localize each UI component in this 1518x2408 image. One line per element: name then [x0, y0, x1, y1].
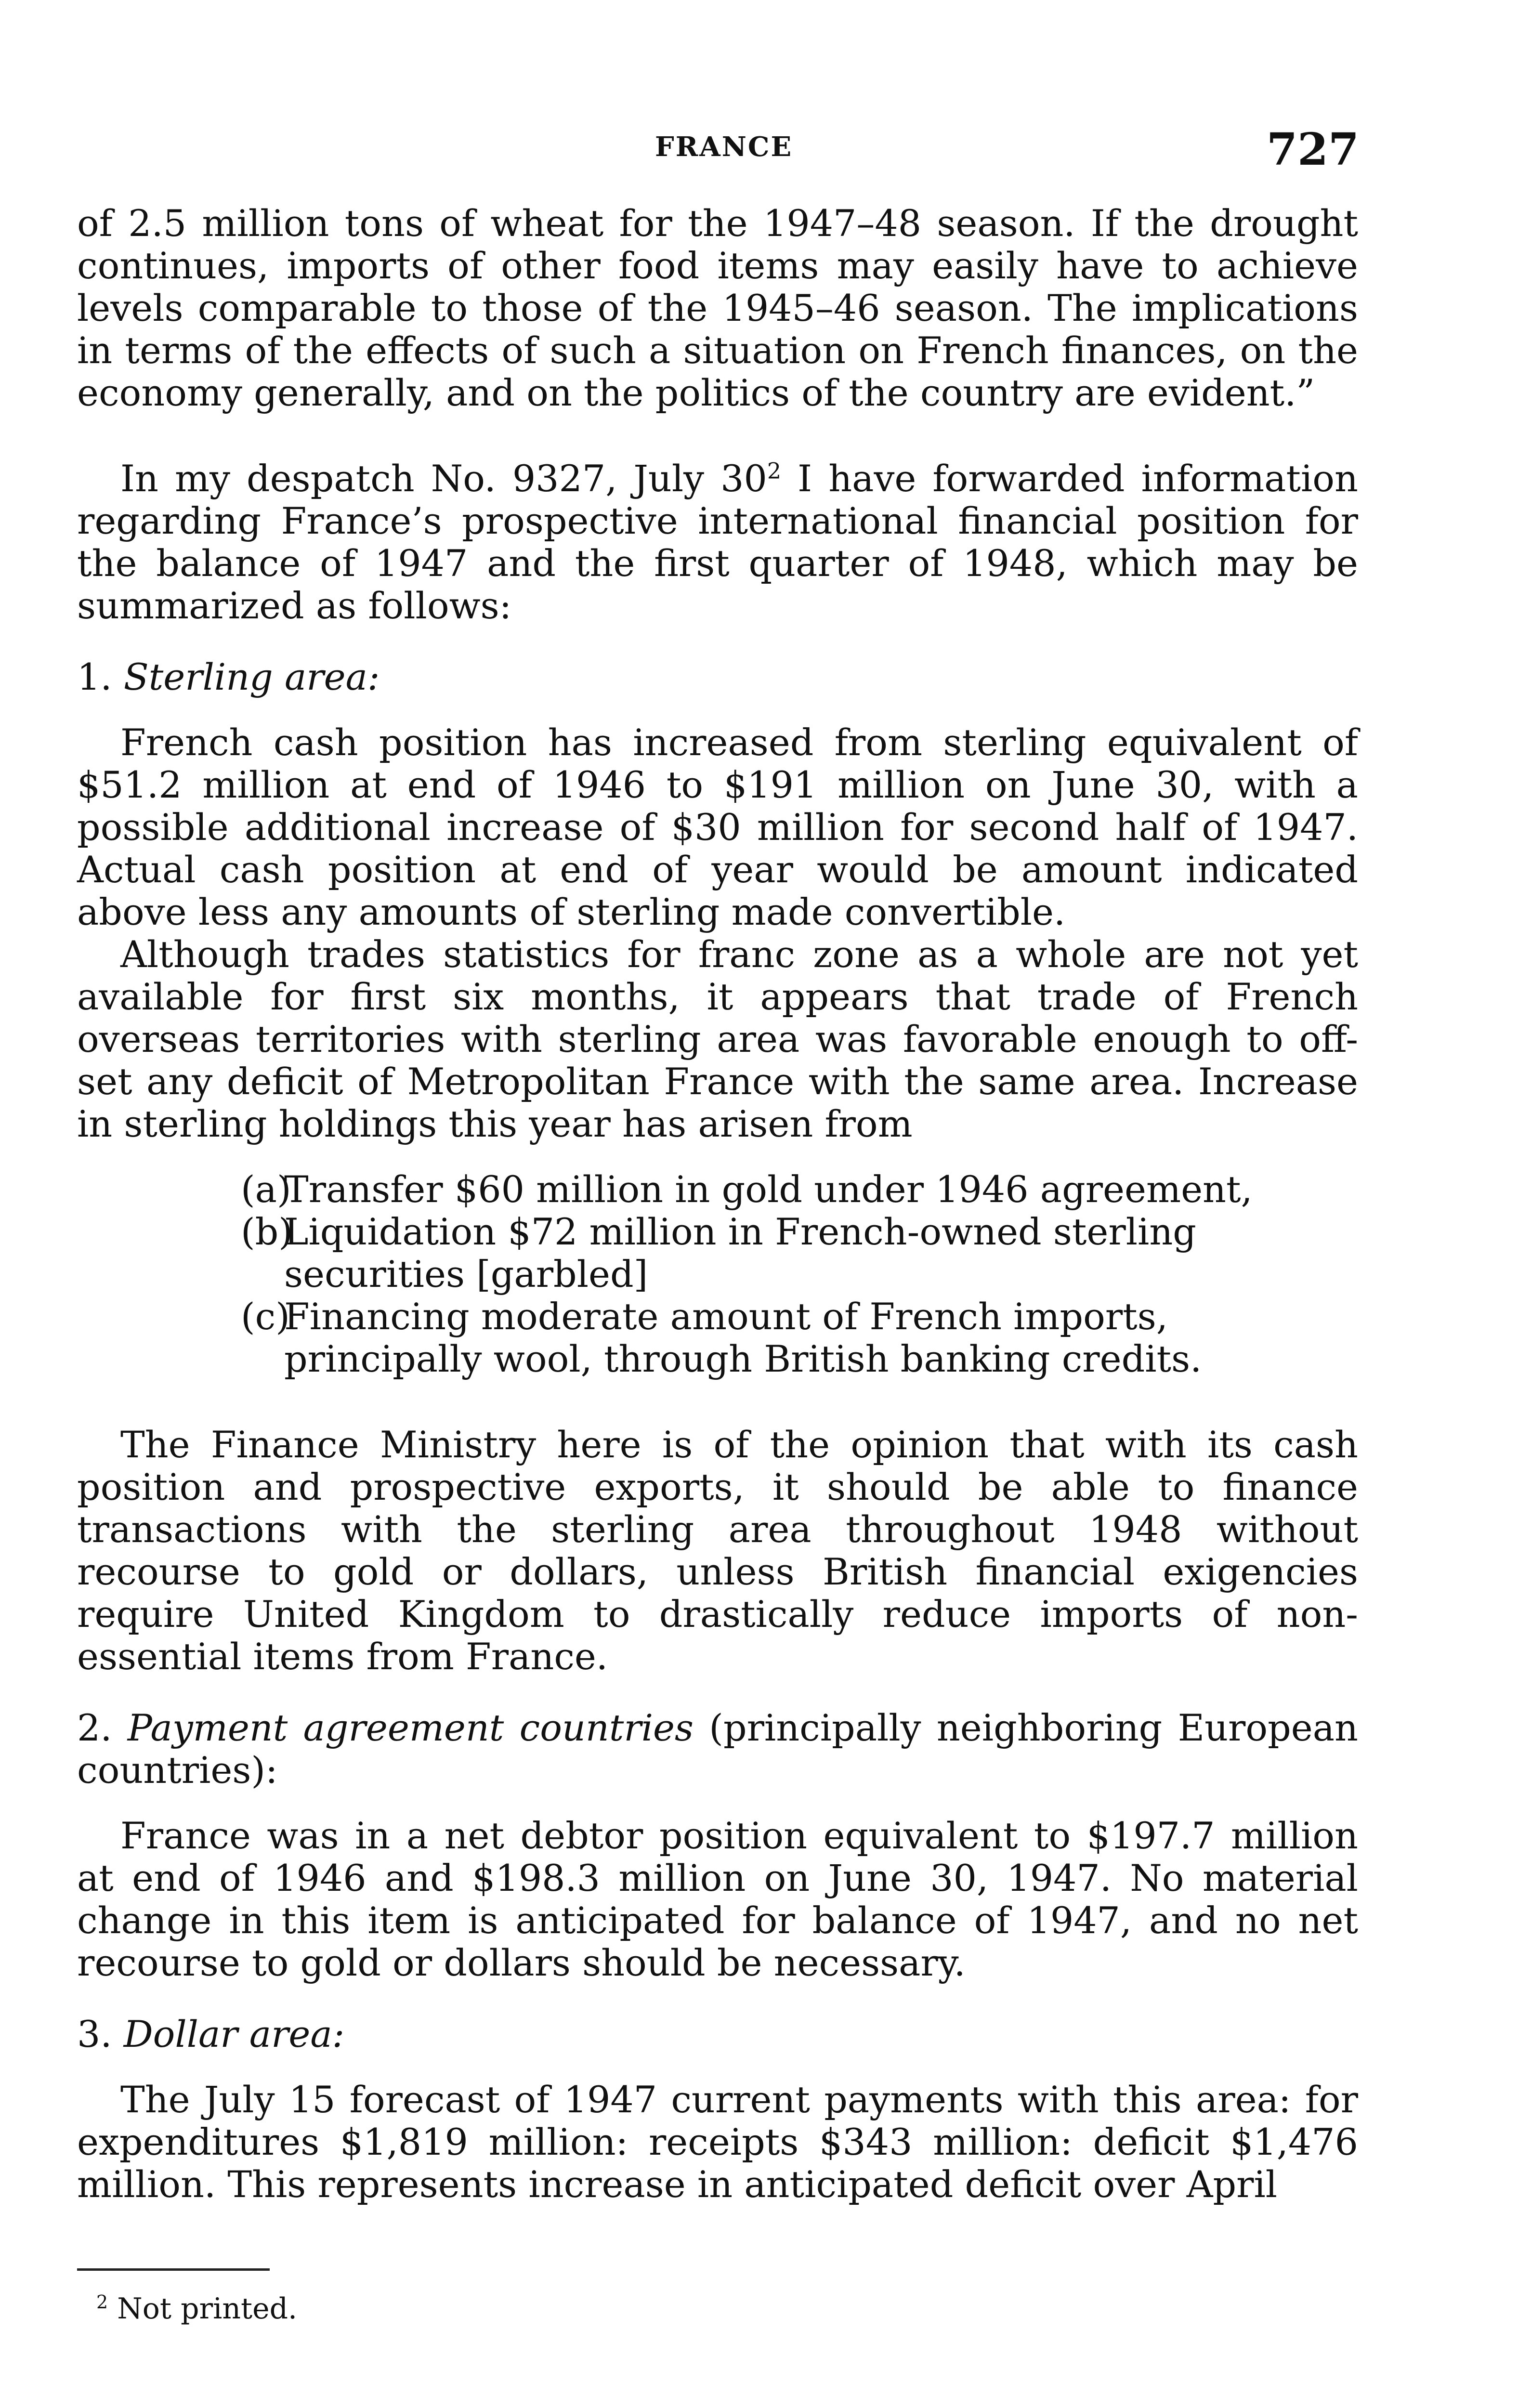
section-title: Sterling area: — [123, 655, 380, 698]
running-title: FRANCE — [655, 131, 793, 163]
section-heading-sterling — [77, 656, 1358, 698]
section-number: 2. — [77, 1706, 112, 1749]
section-title: Payment agreement countries — [127, 1706, 694, 1749]
sterling-sources-list — [77, 1168, 1358, 1380]
section-number: 3. — [77, 2013, 112, 2055]
section-title-rest: (principally neighboring European countries): — [77, 1706, 1358, 1792]
section-heading-payment-agreement — [77, 1707, 1358, 1792]
list-item — [77, 1296, 1358, 1380]
section-number: 1. — [77, 655, 112, 698]
paragraph-dollar-forecast: The July 15 forecast of 1947 current payments with this area: for expenditures $1,819 million: receipts $343 million: deficit $1,476 million. This represents increase in anticipated deficit over April — [77, 2078, 1358, 2206]
footnote-divider — [77, 2268, 270, 2271]
paragraph-debtor-position: France was in a net debtor position equivalent to $197.7 million at end of 1946 and $198.3 million on June 30, 1947. No material change in this item is anticipated for balance of 1947, and no net recourse to gold or dollars should be necessary. — [77, 1814, 1358, 1984]
paragraph-cash-position: French cash position has increased from sterling equivalent of $51.2 million at end of 1946 to $191 million on June 30, with a possible additional increase of $30 million for second half of 1947. Actual cash position at end of year would be amount indicated above less any amounts of sterling made convertible. — [77, 721, 1358, 933]
body-text — [77, 202, 1358, 2206]
footnote — [96, 2285, 297, 2326]
despatch-text-end: I have forwarded information regarding France’s prospective international financial position for the balance of 1947 and the first quarter of 1948, which may be summarized as follows: — [77, 457, 1359, 627]
footnote-marker: 2 — [96, 2291, 108, 2313]
list-marker: (b) — [241, 1210, 293, 1253]
page-number: 727 — [1266, 123, 1359, 175]
list-item-text: Financing moderate amount of French imports, principally wool, through British banking credits. — [284, 1295, 1202, 1380]
section-title: Dollar area: — [123, 2013, 345, 2055]
paragraph-continued: of 2.5 million tons of wheat for the 1947–48 season. If the drought continues, imports of other food items may easily have to achieve levels comparable to those of the 1945–46 season. The implications in terms of the effects of such a situation on French finances, on the economy generally, and on the politics of the country are evident.” — [77, 202, 1358, 414]
list-item — [77, 1211, 1358, 1296]
paragraph-trade-statistics: Although trades statistics for franc zone as a whole are not yet available for first six months, it appears that trade of French overseas territories with sterling area was favorable enough to off-set any deficit of Metropolitan France with the same area. Increase in sterling holdings this year has arisen from — [77, 933, 1358, 1145]
paragraph-finance-ministry: The Finance Ministry here is of the opinion that with its cash position and prospective exports, it should be able to finance transactions with the sterling area throughout 1948 without recourse to gold or dollars, unless British financial exigencies require United Kingdom to drastically reduce imports of non-essential items from France. — [77, 1423, 1358, 1678]
running-header — [0, 123, 1518, 179]
footnote-text: Not printed. — [117, 2292, 298, 2326]
paragraph-despatch — [77, 458, 1358, 627]
despatch-text-start: In my despatch No. 9327, July 30 — [120, 457, 767, 500]
section-heading-dollar — [77, 2013, 1358, 2055]
list-marker: (a) — [241, 1168, 291, 1211]
footnote-reference: 2 — [767, 458, 782, 484]
list-marker: (c) — [241, 1295, 290, 1338]
list-item-text: Transfer $60 million in gold under 1946 agreement, — [284, 1168, 1253, 1211]
list-item-text: Liquidation $72 million in French-owned sterling securities [garbled] — [284, 1210, 1196, 1296]
list-item — [77, 1168, 1358, 1211]
